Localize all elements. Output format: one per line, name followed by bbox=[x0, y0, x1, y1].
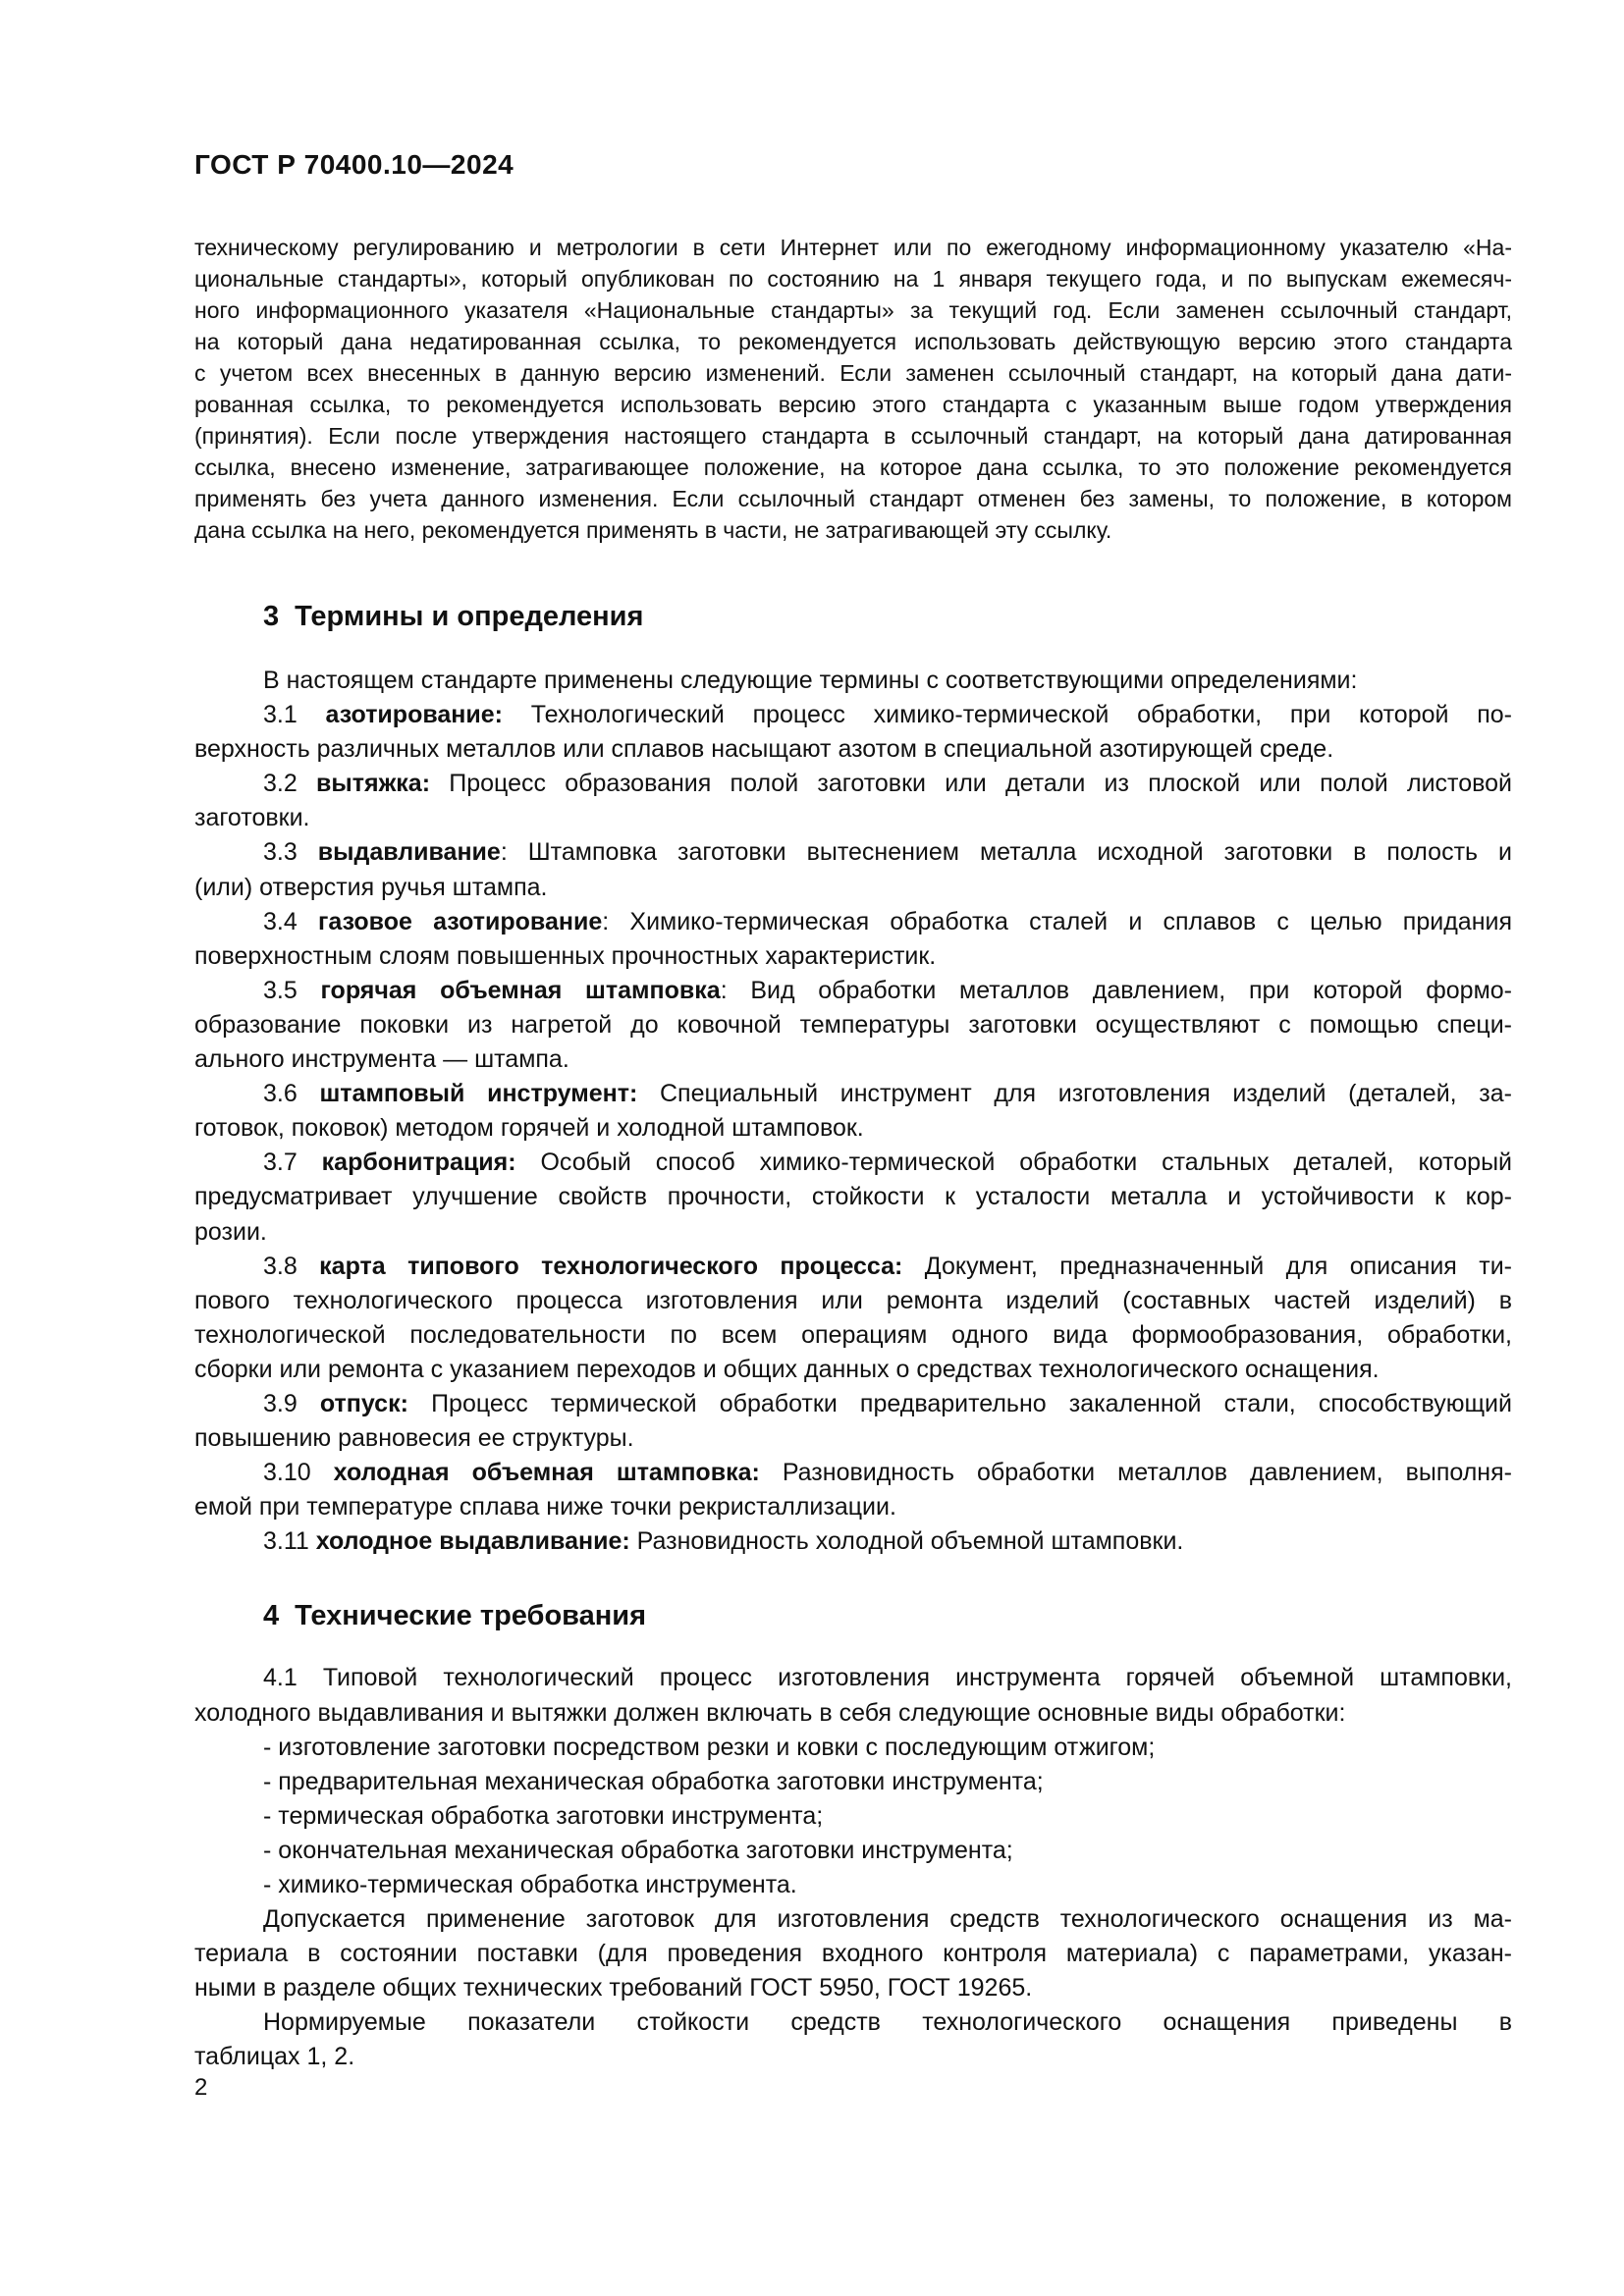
body-text: : Вид обработки металлов давлением, при которой формо- bbox=[720, 976, 1512, 1004]
body-text: В настоящем стандарте применены следующие термины с соответствующими определениями: bbox=[263, 667, 1358, 694]
section-title: Термины и определения bbox=[295, 601, 644, 632]
paragraph bbox=[194, 1146, 1512, 1249]
paragraph bbox=[194, 1834, 1512, 1868]
body-text: верхность различных металлов или сплавов насыщают азотом в специальной азотирующей среде. bbox=[194, 735, 1334, 764]
text-line bbox=[194, 1215, 1512, 1250]
text-line bbox=[194, 1524, 1512, 1559]
body-text: Процесс образования полой заготовки или детали из плоской или полой листовой bbox=[430, 770, 1512, 798]
text-line bbox=[194, 1799, 1512, 1834]
text-line bbox=[194, 1146, 1512, 1180]
text-line bbox=[194, 1387, 1512, 1421]
text-line bbox=[194, 1971, 1512, 2005]
body-text: дана ссылка на него, рекомендуется применять в части, не затрагивающей эту ссылку. bbox=[194, 517, 1112, 543]
paragraph bbox=[194, 1250, 1512, 1387]
paragraph bbox=[194, 664, 1512, 698]
text-line bbox=[194, 1731, 1512, 1765]
text-line bbox=[194, 1008, 1512, 1042]
text-line bbox=[194, 1765, 1512, 1799]
body-text: Технологический процесс химико-термической обработки, при которой по- bbox=[503, 701, 1512, 729]
text-line bbox=[194, 232, 1512, 263]
paragraph bbox=[194, 767, 1512, 835]
text-line bbox=[194, 1250, 1512, 1284]
text-line bbox=[194, 732, 1512, 767]
body-text: Допускается применение заготовок для изготовления средств технологического оснащения из ма- bbox=[263, 1905, 1512, 1934]
text-line bbox=[194, 1902, 1512, 1937]
body-text: на который дана недатированная ссылка, то рекомендуется использовать действующую версию этого стандарта bbox=[194, 329, 1512, 354]
text-line bbox=[194, 1456, 1512, 1490]
text-line bbox=[194, 1042, 1512, 1077]
body-text: - изготовление заготовки посредством резки и ковки с последующим отжигом; bbox=[263, 1733, 1156, 1761]
body-text: 3.11 bbox=[263, 1527, 316, 1556]
paragraph bbox=[194, 1077, 1512, 1146]
term-bold-text: горячая объемная штамповка bbox=[320, 976, 721, 1004]
text-line bbox=[194, 452, 1512, 483]
section-body bbox=[194, 1661, 1512, 2074]
body-text: заготовки. bbox=[194, 804, 310, 832]
text-line bbox=[194, 1834, 1512, 1868]
paragraph bbox=[194, 1868, 1512, 1902]
paragraph bbox=[194, 1902, 1512, 2005]
term-bold-text: газовое азотирование bbox=[317, 907, 603, 935]
body-text: 3.2 bbox=[263, 770, 317, 798]
body-text: пового технологического процесса изготовления или ремонта изделий (составных частей изделий) в bbox=[194, 1286, 1512, 1314]
text-line bbox=[194, 420, 1512, 452]
body-text: 3.3 bbox=[263, 838, 318, 867]
text-line bbox=[194, 2040, 1512, 2074]
body-text: 3.1 bbox=[263, 701, 326, 729]
section bbox=[194, 599, 1512, 1559]
text-line bbox=[194, 1111, 1512, 1146]
paragraph bbox=[194, 1661, 1512, 1730]
body-text: 3.6 bbox=[263, 1080, 320, 1108]
text-line bbox=[194, 2005, 1512, 2040]
text-line bbox=[194, 483, 1512, 514]
body-text: - окончательная механическая обработка заготовки инструмента; bbox=[263, 1836, 1013, 1864]
body-text: 3.4 bbox=[263, 907, 318, 935]
body-text: таблицах 1, 2. bbox=[194, 2043, 355, 2071]
body-text: териала в состоянии поставки (для проведения входного контроля материала) с параметрами, указан- bbox=[194, 1940, 1512, 1968]
body-text: Разновидность обработки металлов давлением, выполня- bbox=[759, 1459, 1512, 1487]
term-bold-text: карбонитрация: bbox=[321, 1148, 516, 1177]
body-text: Документ, предназначенный для описания ти- bbox=[902, 1252, 1512, 1280]
text-line bbox=[194, 294, 1512, 326]
body-text: розии. bbox=[194, 1217, 267, 1246]
body-text: 3.7 bbox=[263, 1148, 322, 1177]
term-bold-text: холодное выдавливание: bbox=[315, 1527, 630, 1556]
body-text: - термическая обработка заготовки инструмента; bbox=[263, 1801, 824, 1830]
text-line bbox=[194, 939, 1512, 974]
paragraph bbox=[194, 905, 1512, 974]
paragraph bbox=[194, 835, 1512, 904]
body-text: циональные стандарты», который опубликован по состоянию на 1 января текущего года, и по выпускам ежемесяч- bbox=[194, 266, 1512, 292]
text-line bbox=[194, 835, 1512, 870]
text-line bbox=[194, 664, 1512, 698]
text-line bbox=[194, 1937, 1512, 1971]
body-text: : Штамповка заготовки вытеснением металла исходной заготовки в полость и bbox=[500, 838, 1512, 867]
text-line bbox=[194, 1284, 1512, 1318]
paragraph bbox=[194, 1731, 1512, 1765]
body-text: предусматривает улучшение свойств прочности, стойкости к усталости металла и устойчивости к кор- bbox=[194, 1183, 1512, 1211]
term-bold-text: отпуск: bbox=[319, 1389, 408, 1417]
body-text: 3.9 bbox=[263, 1389, 320, 1417]
text-line bbox=[194, 801, 1512, 835]
sections-container bbox=[194, 599, 1512, 2075]
body-text: повышению равновесия ее структуры. bbox=[194, 1424, 634, 1453]
text-line bbox=[194, 357, 1512, 389]
text-line bbox=[194, 871, 1512, 905]
body-text: 4.1 Типовой технологический процесс изготовления инструмента горячей объемной штамповки, bbox=[263, 1664, 1512, 1692]
paragraph bbox=[194, 1765, 1512, 1799]
term-bold-text: холодная объемная штамповка: bbox=[333, 1459, 760, 1487]
section-number: 3 bbox=[263, 601, 280, 632]
text-line bbox=[194, 1077, 1512, 1111]
term-bold-text: штамповый инструмент: bbox=[319, 1080, 638, 1108]
body-text: готовок, поковок) методом горячей и холодной штамповок. bbox=[194, 1114, 864, 1143]
term-bold-text: выдавливание bbox=[317, 838, 501, 867]
body-text: техническому регулированию и метрологии в сети Интернет или по ежегодному информационному указателю «На- bbox=[194, 235, 1512, 260]
body-text: Нормируемые показатели стойкости средств технологического оснащения приведены в bbox=[263, 2008, 1512, 2037]
term-bold-text: карта типового технологического процесса: bbox=[319, 1252, 903, 1280]
text-line bbox=[194, 1353, 1512, 1387]
text-line bbox=[194, 905, 1512, 939]
text-line bbox=[194, 767, 1512, 801]
body-text: Особый способ химико-термической обработки стальных деталей, который bbox=[515, 1148, 1513, 1177]
body-text: (принятия). Если после утверждения настоящего стандарта в ссылочный стандарт, на который дана датированная bbox=[194, 423, 1512, 449]
paragraph bbox=[194, 1799, 1512, 1834]
text-line bbox=[194, 1490, 1512, 1524]
term-bold-text: вытяжка: bbox=[316, 770, 431, 798]
body-text: применять без учета данного изменения. Если ссылочный стандарт отменен без замены, то положение, в котором bbox=[194, 486, 1512, 511]
text-line bbox=[194, 698, 1512, 732]
body-text: технологической последовательности по всем операциям одного вида формообразования, обработки, bbox=[194, 1320, 1512, 1349]
body-text: сборки или ремонта с указанием переходов и общих данных о средствах технологического оснащения. bbox=[194, 1355, 1380, 1383]
paragraph bbox=[194, 2005, 1512, 2074]
body-text: 3.8 bbox=[263, 1252, 320, 1280]
text-line bbox=[194, 1696, 1512, 1731]
body-text: поверхностным слоям повышенных прочностных характеристик. bbox=[194, 941, 937, 970]
paragraph bbox=[194, 1387, 1512, 1456]
text-line bbox=[194, 514, 1512, 546]
body-text: Процесс термической обработки предварительно закаленной стали, способствующий bbox=[407, 1389, 1512, 1417]
text-line bbox=[194, 1180, 1512, 1214]
text-line bbox=[194, 389, 1512, 420]
paragraph bbox=[194, 1524, 1512, 1559]
section bbox=[194, 1598, 1512, 2074]
intro-continuation-text bbox=[194, 232, 1512, 546]
body-text: - предварительная механическая обработка заготовки инструмента; bbox=[263, 1767, 1044, 1795]
text-line bbox=[194, 263, 1512, 294]
text-line bbox=[194, 326, 1512, 357]
body-text: 3.5 bbox=[263, 976, 321, 1004]
body-text: ального инструмента — штампа. bbox=[194, 1045, 569, 1074]
section-body bbox=[194, 664, 1512, 1559]
body-text: ссылка, внесено изменение, затрагивающее положение, на которое дана ссылка, то это положение рекомендуется bbox=[194, 454, 1512, 480]
section-title: Технические требования bbox=[295, 1600, 646, 1632]
text-line bbox=[194, 1318, 1512, 1353]
text-line bbox=[194, 1421, 1512, 1456]
body-text: рованная ссылка, то рекомендуется использовать версию этого стандарта с указанным выше годом утверждения bbox=[194, 392, 1512, 417]
paragraph bbox=[194, 232, 1512, 546]
section-heading bbox=[194, 1598, 1512, 1633]
paragraph bbox=[194, 1456, 1512, 1524]
text-line bbox=[194, 1661, 1512, 1695]
body-text: - химико-термическая обработка инструмента. bbox=[263, 1871, 797, 1898]
text-line bbox=[194, 974, 1512, 1008]
paragraph bbox=[194, 698, 1512, 767]
body-text: (или) отверстия ручья штампа. bbox=[194, 873, 548, 901]
body-text: ными в разделе общих технических требований ГОСТ 5950, ГОСТ 19265. bbox=[194, 1974, 1033, 2002]
document-header: ГОСТ Р 70400.10—2024 bbox=[194, 149, 514, 180]
section-number: 4 bbox=[263, 1600, 280, 1632]
body-text: ного информационного указателя «Национальные стандарты» за текущий год. Если заменен ссылочный стандарт, bbox=[194, 297, 1512, 323]
body-text: емой при температуре сплава ниже точки рекристаллизации. bbox=[194, 1493, 896, 1522]
body-text: : Химико-термическая обработка сталей и сплавов с целью придания bbox=[602, 907, 1513, 935]
body-text: 3.10 bbox=[263, 1459, 334, 1487]
paragraph bbox=[194, 974, 1512, 1077]
body-text: Разновидность холодной объемной штамповки. bbox=[629, 1527, 1184, 1556]
body-text: с учетом всех внесенных в данную версию изменений. Если заменен ссылочный стандарт, на который дана дати- bbox=[194, 360, 1512, 386]
text-line bbox=[194, 1868, 1512, 1902]
term-bold-text: азотирование: bbox=[325, 701, 503, 729]
page-number: 2 bbox=[194, 2074, 208, 2101]
body-text: холодного выдавливания и вытяжки должен включать в себя следующие основные виды обработки: bbox=[194, 1698, 1346, 1727]
body-text: образование поковки из нагретой до ковочной температуры заготовки осуществляют с помощью специ- bbox=[194, 1010, 1512, 1039]
section-heading bbox=[194, 599, 1512, 634]
body-text: Специальный инструмент для изготовления изделий (деталей, за- bbox=[637, 1080, 1512, 1108]
